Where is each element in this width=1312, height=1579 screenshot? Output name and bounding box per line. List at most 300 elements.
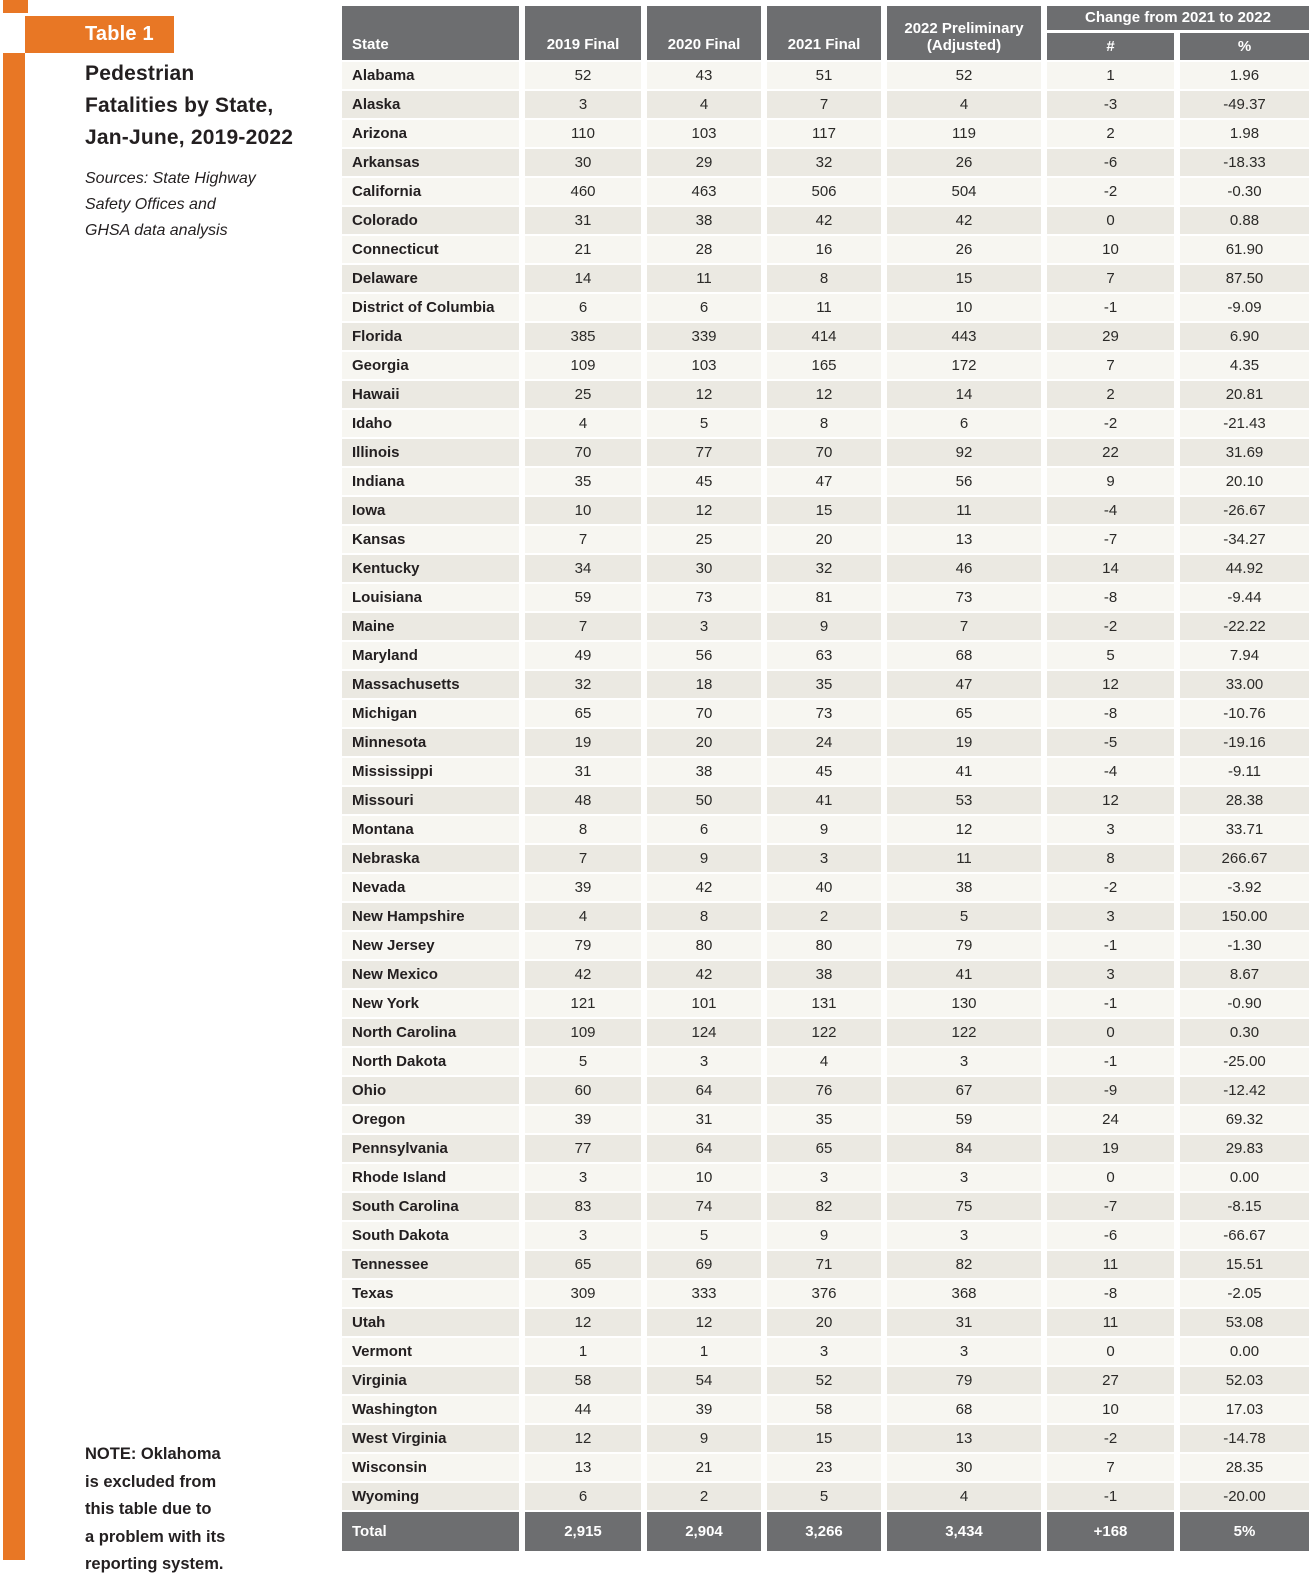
value-cell: 8.67 xyxy=(1180,961,1309,988)
value-cell: 13 xyxy=(525,1454,641,1481)
value-cell: 73 xyxy=(887,584,1041,611)
value-cell: 3 xyxy=(647,613,761,640)
value-cell: 22 xyxy=(1047,439,1174,466)
state-cell: Wyoming xyxy=(342,1483,519,1510)
total-value-cell: 2,904 xyxy=(647,1512,761,1551)
value-cell: 31 xyxy=(525,207,641,234)
value-cell: -26.67 xyxy=(1180,497,1309,524)
state-cell: Michigan xyxy=(342,700,519,727)
col-header-change-group xyxy=(1047,6,1309,60)
value-cell: 56 xyxy=(647,642,761,669)
value-cell: 26 xyxy=(887,149,1041,176)
value-cell: 9 xyxy=(767,816,881,843)
value-cell: 13 xyxy=(887,1425,1041,1452)
value-cell: 19 xyxy=(1047,1135,1174,1162)
value-cell: 309 xyxy=(525,1280,641,1307)
value-cell: 463 xyxy=(647,178,761,205)
state-cell: Wisconsin xyxy=(342,1454,519,1481)
value-cell: -5 xyxy=(1047,729,1174,756)
value-cell: -9.09 xyxy=(1180,294,1309,321)
state-cell: South Carolina xyxy=(342,1193,519,1220)
value-cell: 32 xyxy=(767,555,881,582)
value-cell: 10 xyxy=(525,497,641,524)
value-cell: 11 xyxy=(887,845,1041,872)
value-cell: 14 xyxy=(1047,555,1174,582)
col-header-state: State xyxy=(342,6,519,60)
value-cell: 76 xyxy=(767,1077,881,1104)
state-cell: Connecticut xyxy=(342,236,519,263)
value-cell: -8 xyxy=(1047,700,1174,727)
value-cell: 30 xyxy=(525,149,641,176)
value-cell: 29.83 xyxy=(1180,1135,1309,1162)
state-cell: California xyxy=(342,178,519,205)
value-cell: 12 xyxy=(647,1309,761,1336)
value-cell: 84 xyxy=(887,1135,1041,1162)
value-cell: 8 xyxy=(525,816,641,843)
value-cell: 25 xyxy=(525,381,641,408)
value-cell: 6 xyxy=(887,410,1041,437)
value-cell: -9.44 xyxy=(1180,584,1309,611)
value-cell: -2.05 xyxy=(1180,1280,1309,1307)
state-cell: New Hampshire xyxy=(342,903,519,930)
state-cell: Vermont xyxy=(342,1338,519,1365)
state-cell: Arkansas xyxy=(342,149,519,176)
state-cell: Missouri xyxy=(342,787,519,814)
value-cell: 39 xyxy=(525,1106,641,1133)
state-cell: Louisiana xyxy=(342,584,519,611)
value-cell: 266.67 xyxy=(1180,845,1309,872)
value-cell: 41 xyxy=(887,961,1041,988)
value-cell: 0.30 xyxy=(1180,1019,1309,1046)
value-cell: -7 xyxy=(1047,1193,1174,1220)
value-cell: 7 xyxy=(887,613,1041,640)
value-cell: 48 xyxy=(525,787,641,814)
value-cell: -6 xyxy=(1047,1222,1174,1249)
value-cell: 20 xyxy=(647,729,761,756)
value-cell: 11 xyxy=(767,294,881,321)
state-cell: Nebraska xyxy=(342,845,519,872)
value-cell: 54 xyxy=(647,1367,761,1394)
table-header-row xyxy=(342,6,1309,60)
value-cell: 27 xyxy=(1047,1367,1174,1394)
value-cell: 131 xyxy=(767,990,881,1017)
value-cell: 65 xyxy=(767,1135,881,1162)
value-cell: 39 xyxy=(647,1396,761,1423)
value-cell: 70 xyxy=(767,439,881,466)
value-cell: 35 xyxy=(767,671,881,698)
value-cell: 7 xyxy=(1047,352,1174,379)
state-cell: Washington xyxy=(342,1396,519,1423)
value-cell: 8 xyxy=(1047,845,1174,872)
value-cell: 368 xyxy=(887,1280,1041,1307)
state-cell: Maine xyxy=(342,613,519,640)
state-cell: Alabama xyxy=(342,62,519,89)
exclusion-note xyxy=(85,1441,225,1579)
value-cell: 101 xyxy=(647,990,761,1017)
value-cell: -34.27 xyxy=(1180,526,1309,553)
value-cell: 68 xyxy=(887,1396,1041,1423)
value-cell: -0.90 xyxy=(1180,990,1309,1017)
value-cell: 333 xyxy=(647,1280,761,1307)
total-value-cell: 3,434 xyxy=(887,1512,1041,1551)
value-cell: 506 xyxy=(767,178,881,205)
value-cell: 3 xyxy=(1047,816,1174,843)
value-cell: -8 xyxy=(1047,1280,1174,1307)
sources-note xyxy=(85,166,256,244)
value-cell: 31.69 xyxy=(1180,439,1309,466)
value-cell: -1 xyxy=(1047,294,1174,321)
value-cell: 6 xyxy=(525,1483,641,1510)
value-cell: 19 xyxy=(525,729,641,756)
value-cell: 71 xyxy=(767,1251,881,1278)
state-cell: Indiana xyxy=(342,468,519,495)
value-cell: 42 xyxy=(767,207,881,234)
value-cell: 23 xyxy=(767,1454,881,1481)
state-cell: Montana xyxy=(342,816,519,843)
value-cell: 44.92 xyxy=(1180,555,1309,582)
value-cell: 1 xyxy=(525,1338,641,1365)
value-cell: 117 xyxy=(767,120,881,147)
value-cell: -66.67 xyxy=(1180,1222,1309,1249)
value-cell: 38 xyxy=(767,961,881,988)
value-cell: 3 xyxy=(647,1048,761,1075)
value-cell: 8 xyxy=(647,903,761,930)
value-cell: 63 xyxy=(767,642,881,669)
value-cell: 47 xyxy=(887,671,1041,698)
value-cell: 33.71 xyxy=(1180,816,1309,843)
table-body xyxy=(342,62,1309,1510)
value-cell: 7 xyxy=(525,613,641,640)
state-cell: Texas xyxy=(342,1280,519,1307)
state-cell: Ohio xyxy=(342,1077,519,1104)
value-cell: 5 xyxy=(647,410,761,437)
value-cell: 15.51 xyxy=(1180,1251,1309,1278)
value-cell: 0 xyxy=(1047,1164,1174,1191)
value-cell: 4 xyxy=(767,1048,881,1075)
state-cell: Florida xyxy=(342,323,519,350)
value-cell: 4 xyxy=(887,1483,1041,1510)
state-cell: Arizona xyxy=(342,120,519,147)
value-cell: -14.78 xyxy=(1180,1425,1309,1452)
value-cell: -0.30 xyxy=(1180,178,1309,205)
value-cell: 32 xyxy=(525,671,641,698)
value-cell: 3 xyxy=(887,1222,1041,1249)
value-cell: -49.37 xyxy=(1180,91,1309,118)
value-cell: 81 xyxy=(767,584,881,611)
col-header-change-number: # xyxy=(1047,33,1174,60)
value-cell: 7 xyxy=(525,526,641,553)
value-cell: 12 xyxy=(1047,671,1174,698)
value-cell: -2 xyxy=(1047,874,1174,901)
value-cell: 64 xyxy=(647,1077,761,1104)
value-cell: -19.16 xyxy=(1180,729,1309,756)
state-cell: Georgia xyxy=(342,352,519,379)
value-cell: -12.42 xyxy=(1180,1077,1309,1104)
state-cell: North Dakota xyxy=(342,1048,519,1075)
value-cell: 10 xyxy=(1047,236,1174,263)
value-cell: 4.35 xyxy=(1180,352,1309,379)
value-cell: 59 xyxy=(887,1106,1041,1133)
value-cell: 42 xyxy=(525,961,641,988)
value-cell: 79 xyxy=(887,932,1041,959)
title-line: Fatalities by State, xyxy=(85,94,274,117)
value-cell: 43 xyxy=(647,62,761,89)
note-line: is excluded from xyxy=(85,1472,217,1491)
value-cell: 70 xyxy=(647,700,761,727)
sources-line: Safety Offices and xyxy=(85,196,216,213)
value-cell: 1 xyxy=(647,1338,761,1365)
sources-line: GHSA data analysis xyxy=(85,222,228,239)
value-cell: 7 xyxy=(1047,265,1174,292)
value-cell: 1.96 xyxy=(1180,62,1309,89)
value-cell: 0 xyxy=(1047,1338,1174,1365)
col-header-2022-preliminary: 2022 Preliminary (Adjusted) xyxy=(887,6,1041,60)
state-cell: Illinois xyxy=(342,439,519,466)
value-cell: 64 xyxy=(647,1135,761,1162)
value-cell: 14 xyxy=(525,265,641,292)
state-cell: Hawaii xyxy=(342,381,519,408)
value-cell: 79 xyxy=(525,932,641,959)
value-cell: 124 xyxy=(647,1019,761,1046)
value-cell: 53.08 xyxy=(1180,1309,1309,1336)
value-cell: 17.03 xyxy=(1180,1396,1309,1423)
value-cell: 87.50 xyxy=(1180,265,1309,292)
value-cell: 3 xyxy=(887,1338,1041,1365)
value-cell: 53 xyxy=(887,787,1041,814)
value-cell: 16 xyxy=(767,236,881,263)
value-cell: 56 xyxy=(887,468,1041,495)
value-cell: 73 xyxy=(647,584,761,611)
value-cell: 70 xyxy=(525,439,641,466)
value-cell: -1 xyxy=(1047,990,1174,1017)
table-number-label xyxy=(25,16,174,53)
value-cell: 58 xyxy=(767,1396,881,1423)
value-cell: 26 xyxy=(887,236,1041,263)
value-cell: -1 xyxy=(1047,1483,1174,1510)
value-cell: 6.90 xyxy=(1180,323,1309,350)
state-cell: Colorado xyxy=(342,207,519,234)
value-cell: 122 xyxy=(767,1019,881,1046)
value-cell: 10 xyxy=(887,294,1041,321)
table-title xyxy=(85,58,293,154)
value-cell: 51 xyxy=(767,62,881,89)
value-cell: 109 xyxy=(525,352,641,379)
value-cell: 172 xyxy=(887,352,1041,379)
value-cell: 74 xyxy=(647,1193,761,1220)
value-cell: 60 xyxy=(525,1077,641,1104)
value-cell: 15 xyxy=(887,265,1041,292)
value-cell: 3 xyxy=(887,1048,1041,1075)
value-cell: 12 xyxy=(767,381,881,408)
value-cell: 21 xyxy=(647,1454,761,1481)
value-cell: 3 xyxy=(767,1164,881,1191)
value-cell: 9 xyxy=(767,1222,881,1249)
value-cell: 52 xyxy=(887,62,1041,89)
value-cell: 6 xyxy=(647,816,761,843)
value-cell: 150.00 xyxy=(1180,903,1309,930)
value-cell: 50 xyxy=(647,787,761,814)
value-cell: -7 xyxy=(1047,526,1174,553)
value-cell: 3 xyxy=(767,845,881,872)
value-cell: 38 xyxy=(647,758,761,785)
value-cell: 52 xyxy=(525,62,641,89)
value-cell: 79 xyxy=(887,1367,1041,1394)
state-cell: Delaware xyxy=(342,265,519,292)
state-cell: Rhode Island xyxy=(342,1164,519,1191)
value-cell: 12 xyxy=(647,497,761,524)
value-cell: 130 xyxy=(887,990,1041,1017)
state-cell: West Virginia xyxy=(342,1425,519,1452)
value-cell: 0.00 xyxy=(1180,1338,1309,1365)
col-header-change-percent: % xyxy=(1180,33,1309,60)
value-cell: -22.22 xyxy=(1180,613,1309,640)
accent-side-bar xyxy=(3,53,25,1560)
value-cell: 10 xyxy=(1047,1396,1174,1423)
value-cell: 77 xyxy=(525,1135,641,1162)
total-value-cell: 2,915 xyxy=(525,1512,641,1551)
value-cell: 109 xyxy=(525,1019,641,1046)
sources-line: Sources: State Highway xyxy=(85,170,256,187)
value-cell: 7.94 xyxy=(1180,642,1309,669)
value-cell: 24 xyxy=(1047,1106,1174,1133)
value-cell: 19 xyxy=(887,729,1041,756)
value-cell: 29 xyxy=(647,149,761,176)
table-total-row xyxy=(342,1512,1309,1551)
value-cell: 42 xyxy=(887,207,1041,234)
value-cell: -21.43 xyxy=(1180,410,1309,437)
value-cell: 11 xyxy=(647,265,761,292)
total-value-cell: 5% xyxy=(1180,1512,1309,1551)
value-cell: 4 xyxy=(525,903,641,930)
col-header-2021-final: 2021 Final xyxy=(767,6,881,60)
value-cell: 4 xyxy=(887,91,1041,118)
value-cell: 65 xyxy=(525,1251,641,1278)
note-line: reporting system. xyxy=(85,1555,224,1573)
value-cell: -1 xyxy=(1047,932,1174,959)
state-cell: Idaho xyxy=(342,410,519,437)
value-cell: 6 xyxy=(647,294,761,321)
value-cell: 38 xyxy=(647,207,761,234)
value-cell: 0.88 xyxy=(1180,207,1309,234)
value-cell: 47 xyxy=(767,468,881,495)
value-cell: 103 xyxy=(647,352,761,379)
value-cell: -2 xyxy=(1047,410,1174,437)
value-cell: 5 xyxy=(767,1483,881,1510)
value-cell: 0 xyxy=(1047,1019,1174,1046)
value-cell: 12 xyxy=(1047,787,1174,814)
state-cell: Massachusetts xyxy=(342,671,519,698)
value-cell: 80 xyxy=(647,932,761,959)
value-cell: 38 xyxy=(887,874,1041,901)
value-cell: 45 xyxy=(647,468,761,495)
value-cell: 9 xyxy=(767,613,881,640)
value-cell: 41 xyxy=(887,758,1041,785)
title-line: Jan-June, 2019-2022 xyxy=(85,126,294,149)
value-cell: -20.00 xyxy=(1180,1483,1309,1510)
value-cell: 5 xyxy=(647,1222,761,1249)
value-cell: 83 xyxy=(525,1193,641,1220)
value-cell: 12 xyxy=(525,1425,641,1452)
value-cell: 103 xyxy=(647,120,761,147)
value-cell: 52 xyxy=(767,1367,881,1394)
value-cell: 45 xyxy=(767,758,881,785)
accent-corner-chip xyxy=(3,0,28,13)
value-cell: 75 xyxy=(887,1193,1041,1220)
value-cell: 21 xyxy=(525,236,641,263)
value-cell: 92 xyxy=(887,439,1041,466)
total-label-cell: Total xyxy=(342,1512,519,1551)
value-cell: 122 xyxy=(887,1019,1041,1046)
state-cell: Mississippi xyxy=(342,758,519,785)
value-cell: 77 xyxy=(647,439,761,466)
value-cell: 165 xyxy=(767,352,881,379)
value-cell: -3 xyxy=(1047,91,1174,118)
value-cell: 9 xyxy=(647,845,761,872)
value-cell: -6 xyxy=(1047,149,1174,176)
note-line: this table due to xyxy=(85,1500,212,1518)
state-cell: New York xyxy=(342,990,519,1017)
value-cell: 8 xyxy=(767,410,881,437)
value-cell: 15 xyxy=(767,1425,881,1452)
value-cell: 11 xyxy=(1047,1309,1174,1336)
value-cell: 339 xyxy=(647,323,761,350)
value-cell: 2 xyxy=(1047,381,1174,408)
value-cell: 376 xyxy=(767,1280,881,1307)
value-cell: -8 xyxy=(1047,584,1174,611)
value-cell: 44 xyxy=(525,1396,641,1423)
value-cell: 385 xyxy=(525,323,641,350)
value-cell: 6 xyxy=(525,294,641,321)
state-cell: Virginia xyxy=(342,1367,519,1394)
value-cell: 1 xyxy=(1047,62,1174,89)
value-cell: 0 xyxy=(1047,207,1174,234)
table-number-text: Table 1 xyxy=(85,23,154,45)
value-cell: 20.81 xyxy=(1180,381,1309,408)
value-cell: 2 xyxy=(647,1483,761,1510)
value-cell: -2 xyxy=(1047,1425,1174,1452)
state-cell: Utah xyxy=(342,1309,519,1336)
total-value-cell: +168 xyxy=(1047,1512,1174,1551)
state-cell: Kansas xyxy=(342,526,519,553)
value-cell: 5 xyxy=(1047,642,1174,669)
col-header-2020-final: 2020 Final xyxy=(647,6,761,60)
value-cell: 119 xyxy=(887,120,1041,147)
value-cell: 15 xyxy=(767,497,881,524)
value-cell: 7 xyxy=(1047,1454,1174,1481)
value-cell: 3 xyxy=(1047,961,1174,988)
value-cell: 20 xyxy=(767,1309,881,1336)
value-cell: 30 xyxy=(647,555,761,582)
state-cell: Iowa xyxy=(342,497,519,524)
value-cell: 460 xyxy=(525,178,641,205)
value-cell: 24 xyxy=(767,729,881,756)
value-cell: 3 xyxy=(525,1164,641,1191)
value-cell: 3 xyxy=(525,1222,641,1249)
value-cell: 32 xyxy=(767,149,881,176)
value-cell: 3 xyxy=(525,91,641,118)
value-cell: 3 xyxy=(1047,903,1174,930)
note-line: a problem with its xyxy=(85,1527,226,1546)
value-cell: 12 xyxy=(887,816,1041,843)
value-cell: 14 xyxy=(887,381,1041,408)
value-cell: 31 xyxy=(647,1106,761,1133)
value-cell: -9.11 xyxy=(1180,758,1309,785)
value-cell: -9 xyxy=(1047,1077,1174,1104)
value-cell: -1.30 xyxy=(1180,932,1309,959)
state-cell: North Carolina xyxy=(342,1019,519,1046)
value-cell: 7 xyxy=(767,91,881,118)
value-cell: -10.76 xyxy=(1180,700,1309,727)
